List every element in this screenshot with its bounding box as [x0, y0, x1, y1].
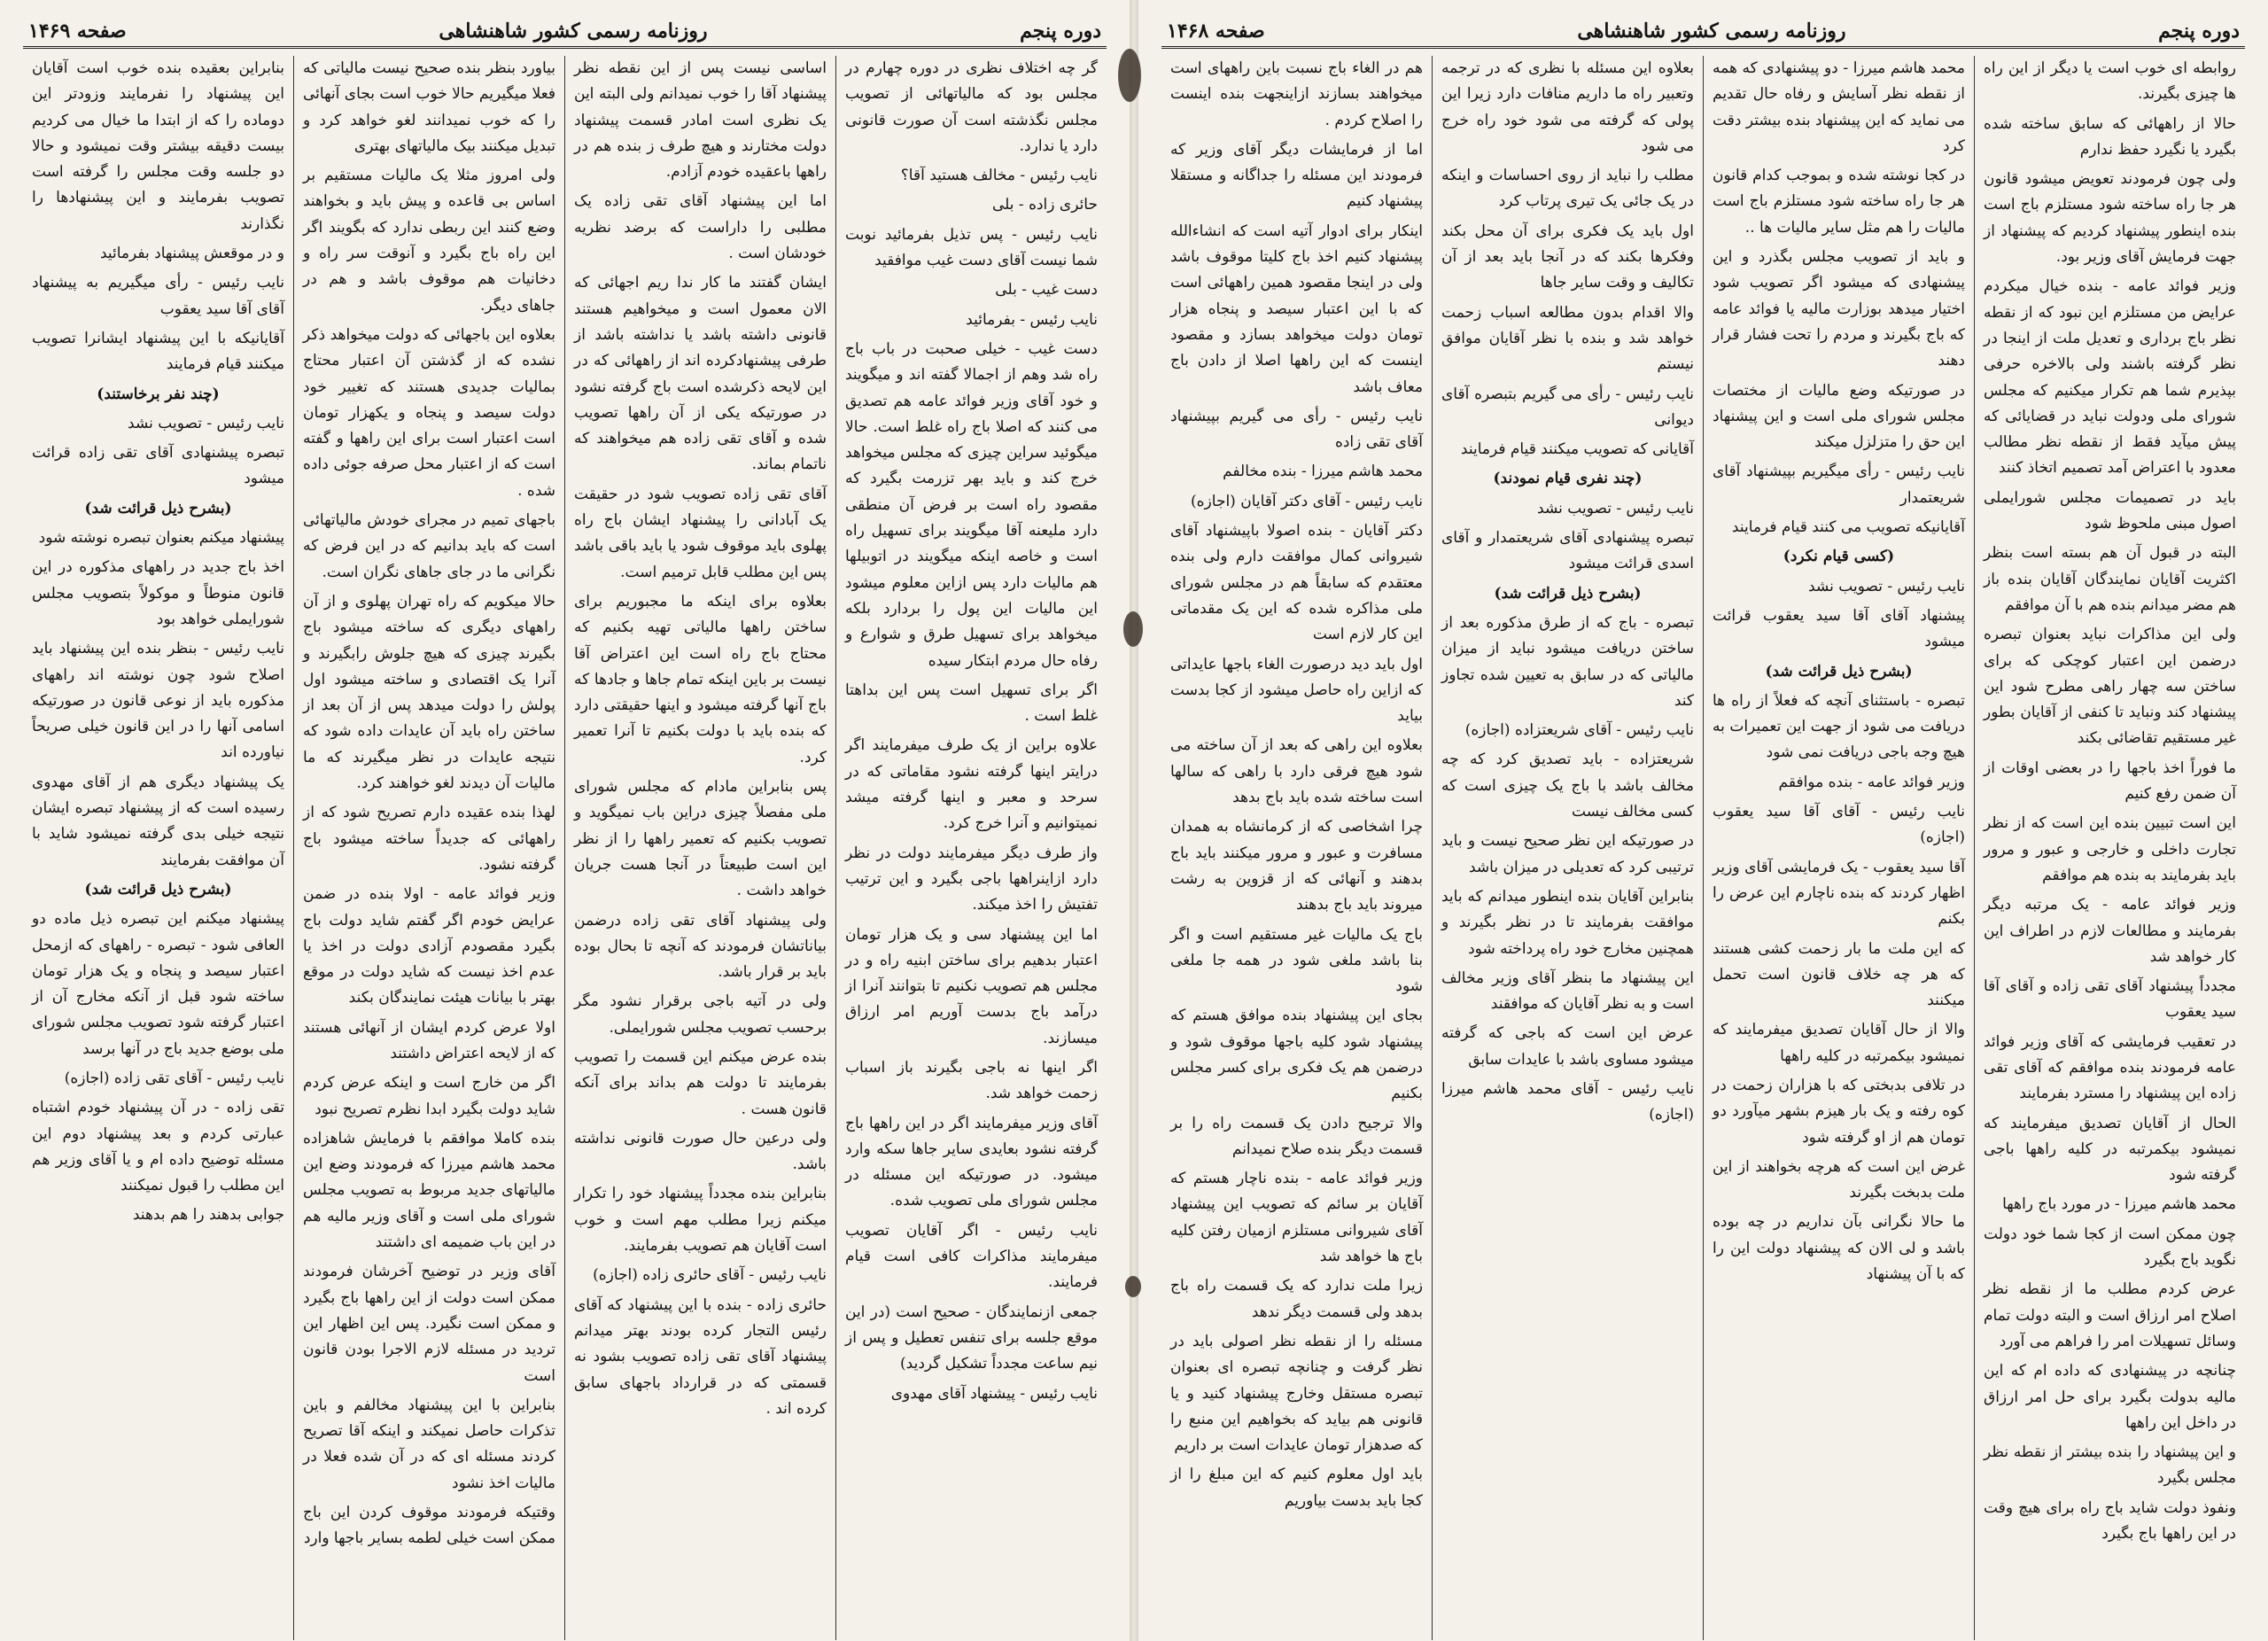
- right-columns: [1161, 56, 2245, 1640]
- paragraph: بجای این پیشنهاد بنده موافق هستم که پیشنهاد شود کلیه باجها موقوف شود و درضمن هم یک فکری برای کسر مجلس بکنیم: [1170, 1007, 1423, 1103]
- left-period: دوره پنجم: [1020, 19, 1101, 43]
- paragraph: (چند نفر برخاستند): [97, 385, 220, 403]
- paragraph: در صورتیکه وضع مالیات از مختصات مجلس شورای ملی است و این پیشنهاد این حق را متزلزل میکند: [1713, 381, 1965, 452]
- paragraph: وزیر فوائد عامه - بنده خیال میکردم عرایض من مستلزم این نبود که از نقطه نظر باج برداری و تعدیل ملت از اینجا در نظر گرفته باشند ولی بالاخره حرفی بپذیرم شما هم تکرار میکنیم که مجلس شورای ملی ودولت نباید در قضایائی که پیش میآید فقط از نقطه نظر مطالب معدود با اعتراض آمد تصمیم اتخاذ کنند: [1984, 277, 2236, 478]
- paragraph: بنابراین آقایان بنده اینطور میدانم که باید موافقت بفرمایند تا در نظر بگیرند و همچنین مخارج خود راه پرداخته شود: [1441, 887, 1694, 958]
- left-column-1: [835, 56, 1107, 1640]
- left-column-4: [23, 56, 293, 1640]
- left-column-2: [564, 56, 835, 1640]
- paragraph: ولی امروز مثلا یک مالیات مستقیم بر اساس بی قاعده و پیش باید و بخواهند وضع کنند این ربطی ندارد که بگویند اگر این راه باج بگیرد و آنوقت سر راه و دخانیات هم موقوف باشد و هم در جاهای دیگر.: [303, 167, 555, 315]
- left-page-number: صفحه ۱۴۶۹: [28, 19, 127, 43]
- paragraph: وزیر فوائد عامه - بنده ناچار هستم که آقایان بر سائم که تصویب این پیشنهاد آقای شیروانی مستلزم ازمیان رفتن کلیه باج ها خواهد شد: [1170, 1170, 1423, 1266]
- right-period: دوره پنجم: [2158, 19, 2240, 43]
- paragraph: نایب رئیس - رأی می گیریم بتبصره آقای دیوانی: [1441, 385, 1694, 429]
- paragraph: نایب رئیس - رأی میگیریم بپیشنهاد آقای شریعتمدار: [1713, 463, 1965, 507]
- paragraph: اخذ باج جدید در راههای مذکوره در این قانون منوطاً و موکولاً بتصویب مجلس شورایملی خواهد بود: [32, 558, 284, 628]
- paragraph: واز طرف دیگر میفرمایند دولت در نظر دارد ازاینراهها باجی بگیرد و این ترتیب تفتیش را اخذ میکند.: [845, 844, 1098, 914]
- paragraph: دکتر آقایان - بنده اصولا باپیشنهاد آقای شیروانی کمال موافقت دارم ولی بنده معتقدم که سابقاً هم در مجلس شورای ملی مذاکره شده که این یک مقدماتی این کار لازم است: [1170, 522, 1423, 644]
- paragraph: حائری زاده - بلی: [992, 196, 1098, 214]
- paragraph: (کسی قیام نکرد): [1783, 548, 1895, 566]
- paragraph: ولی در آتیه باجی برقرار نشود مگر برحسب تصویب مجلس شورایملی.: [574, 992, 827, 1037]
- paragraph: اساسی نیست پس از این نقطه نظر پیشنهاد آقا را خوب نمیدانم ولی البته این یک نظری است امادر قسمت پیشنهاد دولت مختارند و هیچ طرف ز بنده هم در راهها باعقیده خودم آزادم.: [574, 59, 827, 182]
- paragraph: آقایانیکه با این پیشنهاد ایشانرا تصویب میکنند قیام فرمایند: [32, 329, 284, 374]
- paragraph: نایب رئیس - آقای دکتر آقایان (اجازه): [1191, 492, 1423, 510]
- paragraph: حائری زاده - بنده با این پیشنهاد که آقای رئیس التجار کرده بودند بهتر میدانم پیشنهاد آقای تقی زاده تصویب بشود نه قسمتی که در قرارداد باجهای سابق کرده اند .: [574, 1295, 827, 1418]
- left-page-header: [23, 16, 1107, 49]
- paragraph: تبصره پیشنهادی آقای شریعتمدار و آقای اسدی قرائت میشود: [1441, 529, 1694, 573]
- right-page-number: صفحه ۱۴۶۸: [1167, 19, 1265, 43]
- paragraph: حالا از راههائی که سابق ساخته شده بگیرد یا نگیرد حفظ ندارم: [1984, 114, 2236, 159]
- paragraph: در صورتیکه این نظر صحیح نیست و باید ترتیبی کرد که تعدیلی در میزان باشد: [1441, 832, 1694, 876]
- paragraph: ولی چون فرمودند تعویض میشود قانون هر جا راه ساخته شود مستلزم باج است بنده اینطور پیشنهاد کردیم که پیشنهاد از جهت فرمایش آقای وزیر بود.: [1984, 170, 2236, 267]
- paragraph: دست غیب - بلی: [995, 281, 1098, 299]
- paragraph: (بشرح ذیل قرائت شد): [84, 880, 232, 898]
- paragraph: ولی پیشنهاد آقای تقی زاده درضمن بیاناتشان فرمودند که آنچه تا بحال بوده باید بر قرار باشد.: [574, 911, 827, 982]
- paragraph: اول باید دید درصورت الغاء باجها عایداتی که ازاین راه حاصل میشود از کجا بدست بیاید: [1170, 655, 1423, 726]
- paragraph: آقای وزیر در توضیح آخرشان فرمودند ممکن است دولت از این راهها باج بگیرد و ممکن است نگیرد. پس این اظهار این تردید در مسئله لازم الاجرا بودن قانون است: [303, 1263, 555, 1385]
- paragraph: گر چه اختلاف نظری در دوره چهارم در مجلس بود که مالیاتهائی از تصویب مجلس نگذشته است آن صورت قانونی دارد یا ندارد.: [845, 59, 1098, 155]
- left-page: [0, 0, 1130, 1641]
- paragraph: باید در تصمیمات مجلس شورایملی اصول مبنی ملحوظ شود: [1984, 488, 2236, 533]
- paragraph: و این پیشنهاد را بنده بیشتر از نقطه نظر مجلس بگیرد: [1984, 1443, 2236, 1488]
- paragraph: اگر برای تسهیل است پس این بداهتا غلط است .: [845, 681, 1098, 726]
- paragraph: نایب رئیس - بنظر بنده این پیشنهاد باید اصلاح شود چون نوشته اند راههای مذکوره باید از نوعی قانون در صورتیکه اسامی آنها را در این قانون خیلی صریحاً نیاورده اند: [32, 640, 284, 762]
- paragraph: یک پیشنهاد دیگری هم از آقای مهدوی رسیده است که از پیشنهاد تبصره ایشان نتیجه خیلی بدی گرفته نمیشود شاید با آن موافقت بفرمایند: [32, 773, 284, 869]
- paragraph: وزیر فوائد عامه - اولا بنده در ضمن عرایض خودم اگر گفتم شاید دولت باج بگیرد مقصودم آزادی دولت در اخذ یا عدم اخذ نیست که شاید دولت در موقع بهتر با بیانات هیئت نمایندگان بکند: [303, 885, 555, 1007]
- paragraph: والا اقدام بدون مطالعه اسباب زحمت خواهد شد و بنده با نظر آقایان موافق نیستم: [1441, 303, 1694, 374]
- paragraph: بنده عرض میکنم این قسمت را تصویب بفرمایند تا دولت هم بداند برای آنکه قانون هست .: [574, 1047, 827, 1118]
- paragraph: وزیر فوائد عامه - بنده موافقم: [1778, 773, 1965, 791]
- paragraph: باج یک مالیات غیر مستقیم است و اگر بنا باشد ملغی شود در همه جا ملغی شود: [1170, 925, 1423, 996]
- paragraph: باید اول معلوم کنیم که این مبلغ را از کجا باید بدست بیاوریم: [1170, 1466, 1423, 1510]
- paragraph: این پیشنهاد ما بنظر آقای وزیر مخالف است و به نظر آقایان که موافقند: [1441, 968, 1694, 1014]
- paragraph: ما فوراً اخذ باجها را در بعضی اوقات از آن ضمن رفع کنیم: [1984, 758, 2236, 804]
- paragraph: علاوه براین از یک طرف میفرمایند اگر درایتر اینها گرفته نشود مقاماتی که در سرحد و معبر و اینها گرفته میشد نمیتوانیم و آنرا خرج کرد.: [845, 736, 1098, 833]
- left-columns: [23, 56, 1107, 1640]
- paragraph: زیرا ملت ندارد که یک قسمت راه باج بدهد ولی قسمت دیگر ندهد: [1170, 1277, 1423, 1321]
- paragraph: در تعقیب فرمایشی که آقای وزیر فوائد عامه فرمودند بنده موافقم که آقای تقی زاده این پیشنهاد را مسترد بفرمایند: [1984, 1032, 2236, 1103]
- paragraph: بنده کاملا موافقم با فرمایش شاهزاده محمد هاشم میرزا که فرمودند وضع این مالیاتهای جدید مربوط به تصویب مجلس شورای ملی است و آقای وزیر مالیه هم در این باب ضمیمه ای داشتند: [303, 1129, 555, 1252]
- paragraph: شریعتزاده - باید تصدیق کرد که چه مخالف باشد با باج یک چیزی است که کسی مخالف نیست: [1441, 751, 1694, 821]
- paragraph: نایب رئیس - آقای حائری زاده (اجازه): [593, 1266, 827, 1285]
- paragraph: جوابی بدهند را هم بدهند: [132, 1206, 284, 1225]
- paragraph: محمد هاشم میرزا - دو پیشنهادی که همه از نقطه نظر آسایش و رفاه حال تقدیم می نماید که این پیشنهاد بنده بیشتر دقت کرد: [1713, 59, 1965, 155]
- paragraph: عرض کردم مطلب ما از نقطه نظر اصلاح امر ارزاق است و البته دولت تمام وسائل تسهیلات امر را فراهم می آورد: [1984, 1280, 2236, 1350]
- paragraph: و باید از تصویب مجلس بگذرد و این پیشنهادی که میشود اگر تصویب شود اختیار میدهد بوزارت مالیه یا فوائد عامه که باج بگیرند و مردم را تحت فشار قرار دهند: [1713, 248, 1965, 370]
- paragraph: اما این پیشنهاد آقای تقی زاده یک مطلبی را داراست که برضد نظریه خودشان است .: [574, 192, 827, 263]
- paragraph: چون ممکن است از کجا شما خود دولت نگوید باج بگیرد: [1984, 1225, 2236, 1270]
- paragraph: ولی درعین حال صورت قانونی نداشته باشد.: [574, 1129, 827, 1174]
- paragraph: عرض این است که باجی که گرفته میشود مساوی باشد با عایدات سابق: [1441, 1024, 1694, 1069]
- paragraph: پیشنهاد میکنم بعنوان تبصره نوشته شود: [38, 529, 284, 548]
- paragraph: بنابراین بنده مجدداً پیشنهاد خود را تکرار میکنم زیرا مطلب مهم است و خوب است آقایان هم تصویب بفرمایند.: [574, 1185, 827, 1256]
- paragraph: اول باید یک فکری برای آن محل بکند وفکرها بکند که در آنجا باید بعد از آن تکالیف و وقت سایر جاها: [1441, 222, 1694, 292]
- paragraph: نایب رئیس - آقای محمد هاشم میرزا (اجازه): [1441, 1079, 1694, 1124]
- paragraph: نایب رئیس - پس تذیل بفرمائید نوبت شما نیست آقای دست غیب موافقید: [845, 225, 1098, 270]
- paragraph: الحال از آقایان تصدیق میفرمایند که نمیشود بیکمرتبه در کلیه راهها باجی گرفته شود: [1984, 1114, 2236, 1185]
- paragraph: نایب رئیس - پیشنهاد آقای مهدوی: [890, 1384, 1098, 1403]
- paragraph: اگر اینها نه باجی بگیرند باز اسباب زحمت خواهد شد.: [845, 1058, 1098, 1103]
- ink-stain: [1123, 611, 1143, 647]
- paragraph: مطلب را نباید از روی احساسات و اینکه در یک جائی یک تیری پرتاب کرد: [1441, 167, 1694, 211]
- right-column-1: [1974, 56, 2245, 1640]
- paragraph: اما این پیشنهاد سی و یک هزار تومان اعتبار بدهیم برای ساختن ابنیه راه و در مجلس هم تصویب نکنیم تا بتوانند آنرا از درآمد باج بدست آوریم امر ارزاق میسازند.: [845, 925, 1098, 1047]
- paragraph: ونفوذ دولت شاید باج راه برای هیچ وقت در این راهها باج بگیرد: [1984, 1498, 2236, 1544]
- paragraph: نایب رئیس - آقای شریعتزاده (اجازه): [1464, 721, 1694, 740]
- paragraph: این است تبیین بنده این است که از نظر تجارت داخلی و خارجی و عبور و مرور باید بفرمایند به بنده هم موافقم: [1984, 814, 2236, 884]
- paragraph: تبصره - باستثنای آنچه که فعلاً از راه ها دریافت می شود از جهت این تعمیرات به هیچ وجه باجی دریافت نمی شود: [1713, 691, 1965, 762]
- paragraph: نایب رئیس - تصویب نشد: [1537, 499, 1694, 517]
- paragraph: مسئله را از نقطه نظر اصولی باید در نظر گرفت و چنانچه تبصره ای بعنوان تبصره مستقل وخارج پیشنهاد کنید و یا قانونی هم بیاید که بخواهیم این منبع را که صدهزار تومان عایدات است بر داریم: [1170, 1332, 1423, 1455]
- paragraph: باجهای تمیم در مجرای خودش مالیاتهائی است که باید بدانیم که در این فرض که نگرانی ما در جای جاهای نگران است.: [303, 511, 555, 581]
- left-column-3: [293, 56, 564, 1640]
- paragraph: وقتیکه فرمودند موقوف کردن این باج ممکن است خیلی لطمه بسایر باجها وارد: [303, 1504, 555, 1548]
- right-column-4: [1161, 56, 1432, 1640]
- paragraph: بنابراین با این پیشنهاد مخالفم و باین تذکرات حاصل نمیکند و اینکه آقا تصریح کردند مسئله ای که در آن شده فعلا در مالیات اخذ نشود: [303, 1396, 555, 1492]
- paragraph: نایب رئیس - اگر آقایان تصویب میفرمایند مذاکرات کافی است قیام فرمایند.: [845, 1221, 1098, 1292]
- paragraph: آقای تقی زاده تصویب شود در حقیقت یک آبادانی را پیشنهاد ایشان باج راه پهلوی باید موقوف شود یا باید باقی باشد پس این مطلب قابل ترمیم است.: [574, 485, 827, 581]
- paragraph: و در موقعش پیشنهاد بفرمائید: [99, 245, 284, 263]
- paragraph: نایب رئیس - آقای آقا سید یعقوب (اجازه): [1713, 803, 1965, 847]
- paragraph: پس بنابراین مادام که مجلس شورای ملی مفصلاً چیزی دراین باب نمیگوید و تصویب بکنیم که تعمیر راهها را از نظر این است طبیعتاً در آنجا هست جریان خواهد داشت .: [574, 778, 827, 900]
- paragraph: ولی این مذاکرات نباید بعنوان تبصره درضمن این اعتبار کوچکی که برای ساختن سه چهار راهی مطرح شود این پیشنهاد کند ونباید تا کنفی از آقایان بطور غیر مستقیم تقاضائی بکند: [1984, 626, 2236, 748]
- paragraph: ما حالا نگرانی بآن نداریم در چه بوده باشد و لی الان که پیشنهاد دولت این را که با آن پیشنهاد: [1713, 1213, 1965, 1284]
- paragraph: بیاورد بنظر بنده صحیح نیست مالیاتی که فعلا میگیریم حالا خوب است بجای آنهائی را که خوب نمیدانند لغو خواهد کرد و تبدیل میکنند بیک مالیاتهای بهتری: [303, 59, 555, 155]
- paragraph: هم در الغاء باج نسبت باین راههای است میخواهند بسازند ازاینجهت بنده اینست را اصلاح کردم .: [1170, 59, 1423, 129]
- paragraph: غرض این است که هرچه بخواهند از این ملت بدبخت بگیرند: [1713, 1157, 1965, 1202]
- paragraph: بعلاوه برای اینکه ما مجبوریم برای ساختن راهها مالیاتی تهیه بکنیم که محتاج باج راه است این اعتراض آقا نیست بر باین اینکه تمام جاها و جادها که باج آنها گرفته میشود و اینها حقیقتی دارد که بنده باید با دولت بکنیم تا آنرا تعمیر کرد.: [574, 592, 827, 766]
- paragraph: در تلافی بدبختی که با هزاران زحمت در کوه رفته و یک بار هیزم بشهر میآورد دو تومان هم از او گرفته شود: [1713, 1076, 1965, 1147]
- paragraph: نایب رئیس - آقای تقی زاده (اجازه): [64, 1069, 284, 1087]
- paragraph: تبصره - باج که از طرق مذکوره بعد از ساختن دریافت میشود نباید از میزان مالیاتی که در سابق به تعیین شده تجاوز کند: [1441, 613, 1694, 710]
- paragraph: ایشان گفتند ما کار ندا ریم اجهائی که الان معمول است و میخواهیم هستند قانونی داشته باشد یا نداشته باشد از طرفی پیشنهادکرده اند از راههائی که در این لایحه ذکرشده است باج گرفته نشود در صورتیکه یکی از آن راهها تصویب شده و آقای تقی زاده هم میخواهند که ناتمام بماند.: [574, 274, 827, 474]
- right-page: [1138, 0, 2268, 1641]
- paragraph: اولا عرض کردم ایشان از آنهائی هستند که از لایحه اعتراض داشتند: [303, 1018, 555, 1062]
- paragraph: چنانچه در پیشنهادی که داده ام که این مالیه بدولت بگیرد برای حل امر ارزاق در داخل این راهها: [1984, 1362, 2236, 1432]
- paragraph: اما از فرمایشات دیگر آقای وزیر که فرمودند این مسئله را جداگانه و مستقلا پیشنهاد کنیم: [1170, 140, 1423, 211]
- paragraph: پیشنهاد آقای آقا سید یعقوب قرائت میشود: [1713, 606, 1965, 651]
- paragraph: نایب رئیس - رأی میگیریم به پیشنهاد آقای آقا سید یعقوب: [32, 274, 284, 318]
- paragraph: تبصره پیشنهادی آقای تقی زاده قرائت میشود: [32, 444, 284, 488]
- paragraph: البته در قبول آن هم بسته است بنظر اکثریت آقایان نمایندگان آقایان بنده باز هم مضر میدانم بنده هم با آن موافقم: [1984, 544, 2236, 614]
- paragraph: (بشرح ذیل قرائت شد): [1494, 584, 1642, 603]
- left-title: روزنامه رسمی کشور شاهنشاهی: [439, 19, 708, 43]
- right-title: روزنامه رسمی کشور شاهنشاهی: [1577, 19, 1846, 43]
- paragraph: نایب رئیس - تصویب نشد: [1808, 577, 1965, 595]
- paragraph: جمعی ازنمایندگان - صحیح است (در این موقع جلسه برای تنفس تعطیل و پس از نیم ساعت مجدداً تشکیل گردید): [845, 1303, 1098, 1373]
- paragraph: محمد هاشم میرزا - در مورد باج راهها: [2002, 1195, 2236, 1214]
- right-column-3: [1432, 56, 1703, 1640]
- paragraph: دست غیب - خیلی صحبت در باب باج راه شد وهم از اجمالا گفته اند و میگویند و خود آقای وزیر فوائد عامه هم تصدیق می کنند که اصلا باج راه غلط است. حالا میگوئید سراین چیزی که مجلس میخواهد خرج کند و باید بهر تزرمت بگیرد که مقصود راه است بر فرض آن منطقی دارد ملیعنه آقا میگویند برای تسهیل راه است و خاصه اینکه میگویند در اتوبیلها هم مالیات دارد پس ازاین معلوم میشود این مالیات این پول را بردارد بلکه میخواهد برای تسهیل طرق و شوارع و رفاه حال مردم ابتکار سیده: [845, 339, 1098, 670]
- paragraph: پیشنهاد میکنم این تبصره ذیل ماده دو العافی شود - تبصره - راههای که ازمحل اعتبار سیصد و پنجاه و یک هزار تومان ساخته شود قبل از آنکه مخارج آن از اعتبار گرفته شود تصویب مجلس شورای ملی بوضع جدید باج در آنها برسد: [32, 910, 284, 1058]
- paragraph: بنابراین بعقیده بنده خوب است آقایان این پیشنهاد را نفرمایند وزودتر این دوماده را که از ابتدا ما خیال می کردیم بیست دقیقه بیشتر وقت نمیشود و حالا دو جلسه وقت مجلس را گرفته است تصویب بفرمایند و این پیشنهادها را نگذارند: [32, 59, 284, 233]
- paragraph: وزیر فوائد عامه - یک مرتبه دیگر بفرمایند و مطالعات لازم در اطراف این کار خواهد شد: [1984, 896, 2236, 966]
- paragraph: اینکار برای ادوار آتیه است که انشاءالله پیشنهاد کنیم اخذ باج کلیتا موقوف باشد ولی در اینجا مقصود همین راههائی است که با این اعتبار سیصد و پنجاه هزار تومان دولت میخواهد بسازد و مقصود اینست که این راهها اصلا از دادن باج معاف باشد: [1170, 222, 1423, 396]
- paragraph: تقی زاده - در آن پیشنهاد خودم اشتباه عبارتی کردم و بعد پیشنهاد دوم این مسئله توضیح داده ام و یا آقای وزیر هم این مطلب را قبول نمیکنند: [32, 1099, 284, 1195]
- paragraph: والا از حال آقایان تصدیق میفرمایند که نمیشود بیکمرتبه در کلیه راهها: [1713, 1021, 1965, 1065]
- paragraph: مجدداً پیشنهاد آقای تقی زاده و آقای آقا سید یعقوب: [1984, 977, 2236, 1022]
- paragraph: نایب رئیس - بفرمائید: [966, 310, 1098, 329]
- paragraph: نایب رئیس - مخالف هستید آقا؟: [900, 167, 1098, 185]
- paragraph: روابطه ای خوب است یا دیگر از این راه ها چیزی بگیرند.: [1984, 59, 2236, 104]
- paragraph: اگر من خارج است و اینکه عرض کردم شاید دولت بگیرد ابدا نظرم تصریح نبود: [303, 1074, 555, 1118]
- paragraph: والا ترجیح دادن یک قسمت راه را بر قسمت دیگر بنده صلاح نمیدانم: [1170, 1114, 1423, 1158]
- paragraph: (بشرح ذیل قرائت شد): [1765, 662, 1913, 681]
- paragraph: نایب رئیس - رأی می گیریم بپیشنهاد آقای تقی زاده: [1170, 407, 1423, 452]
- paragraph: (چند نفری قیام نمودند): [1493, 470, 1643, 488]
- paragraph: در کجا نوشته شده و بموجب کدام قانون هر جا راه ساخته شود مستلزم باج است مالیات را هم مثل سایر مالیات ها ..: [1713, 167, 1965, 237]
- ink-stain: [1125, 1276, 1141, 1297]
- paragraph: آقا سید یعقوب - یک فرمایشی آقای وزیر اظهار کردند که بنده ناچارم این عرض را بکنم: [1713, 858, 1965, 929]
- paragraph: (بشرح ذیل قرائت شد): [84, 499, 232, 517]
- paragraph: چرا اشخاصی که از کرمانشاه به همدان مسافرت و عبور و مرور میکنند باید باج بدهند و آنهائی که از قزوین به رشت میروند باید باج بدهند: [1170, 818, 1423, 914]
- paragraph: که این ملت ما بار زحمت کشی هستند که هر چه خلاف قانون است تحمل میکنند: [1713, 939, 1965, 1010]
- paragraph: نایب رئیس - تصویب نشد: [128, 414, 284, 432]
- paragraph: بعلاوه این باجهائی که دولت میخواهد ذکر نشده که از گذشتن آن اعتبار محتاج بمالیات جدیدی هستند که تغییر خود دولت سیصد و پنجاه و یکهزار تومان است اعتبار است برای این راهها و گفته است که از اعتبار محل صرفه جوئی داده شده .: [303, 325, 555, 500]
- paragraph: لهذا بنده عقیده دارم تصریح شود که از راههائی که جدیداً ساخته میشود باج گرفته نشود.: [303, 804, 555, 874]
- paragraph: بعلاوه این مسئله با نظری که در ترجمه وتعبیر راه ما داریم منافات دارد زیرا این پولی که گرفته می شود خود راه خرج می شود: [1441, 59, 1694, 155]
- paragraph: آقایانی که تصویب میکنند قیام فرمایند: [1460, 440, 1694, 459]
- paragraph: حالا میکویم که راه تهران پهلوی و از آن راههای دیگری که ساخته میشود باج بگیرند چیزی که هیچ جلوش رابگیرند و آنرا یک اقتصادی و ساخته میشود اول پولش را دولت میدهد پس از آن بعد از ساختن راه باید آن عایدات داده شود که نتیجه عایدات در نظر میگیرند که ما مالیات آن دیدند لغو خواهند کرد.: [303, 592, 555, 793]
- right-column-2: [1703, 56, 1974, 1640]
- paragraph: محمد هاشم میرزا - بنده مخالفم: [1223, 463, 1423, 481]
- paragraph: آقای وزیر میفرمایند اگر در این راهها باج گرفته نشود بعایدی سایر جاها سکه وارد میشود. در صورتیکه این مسئله در مجلس شورای ملی تصویب شده.: [845, 1114, 1098, 1210]
- page-gutter: [1130, 0, 1138, 1641]
- right-page-header: [1161, 16, 2245, 49]
- paragraph: بعلاوه این راهی که بعد از آن ساخته می شود هیچ فرقی دارد با راهی که سالها است ساخته شده باید باج بدهد: [1170, 736, 1423, 807]
- ink-stain: [1118, 49, 1141, 102]
- paragraph: آقایانیکه تصویب می کنند قیام فرمایند: [1731, 518, 1965, 537]
